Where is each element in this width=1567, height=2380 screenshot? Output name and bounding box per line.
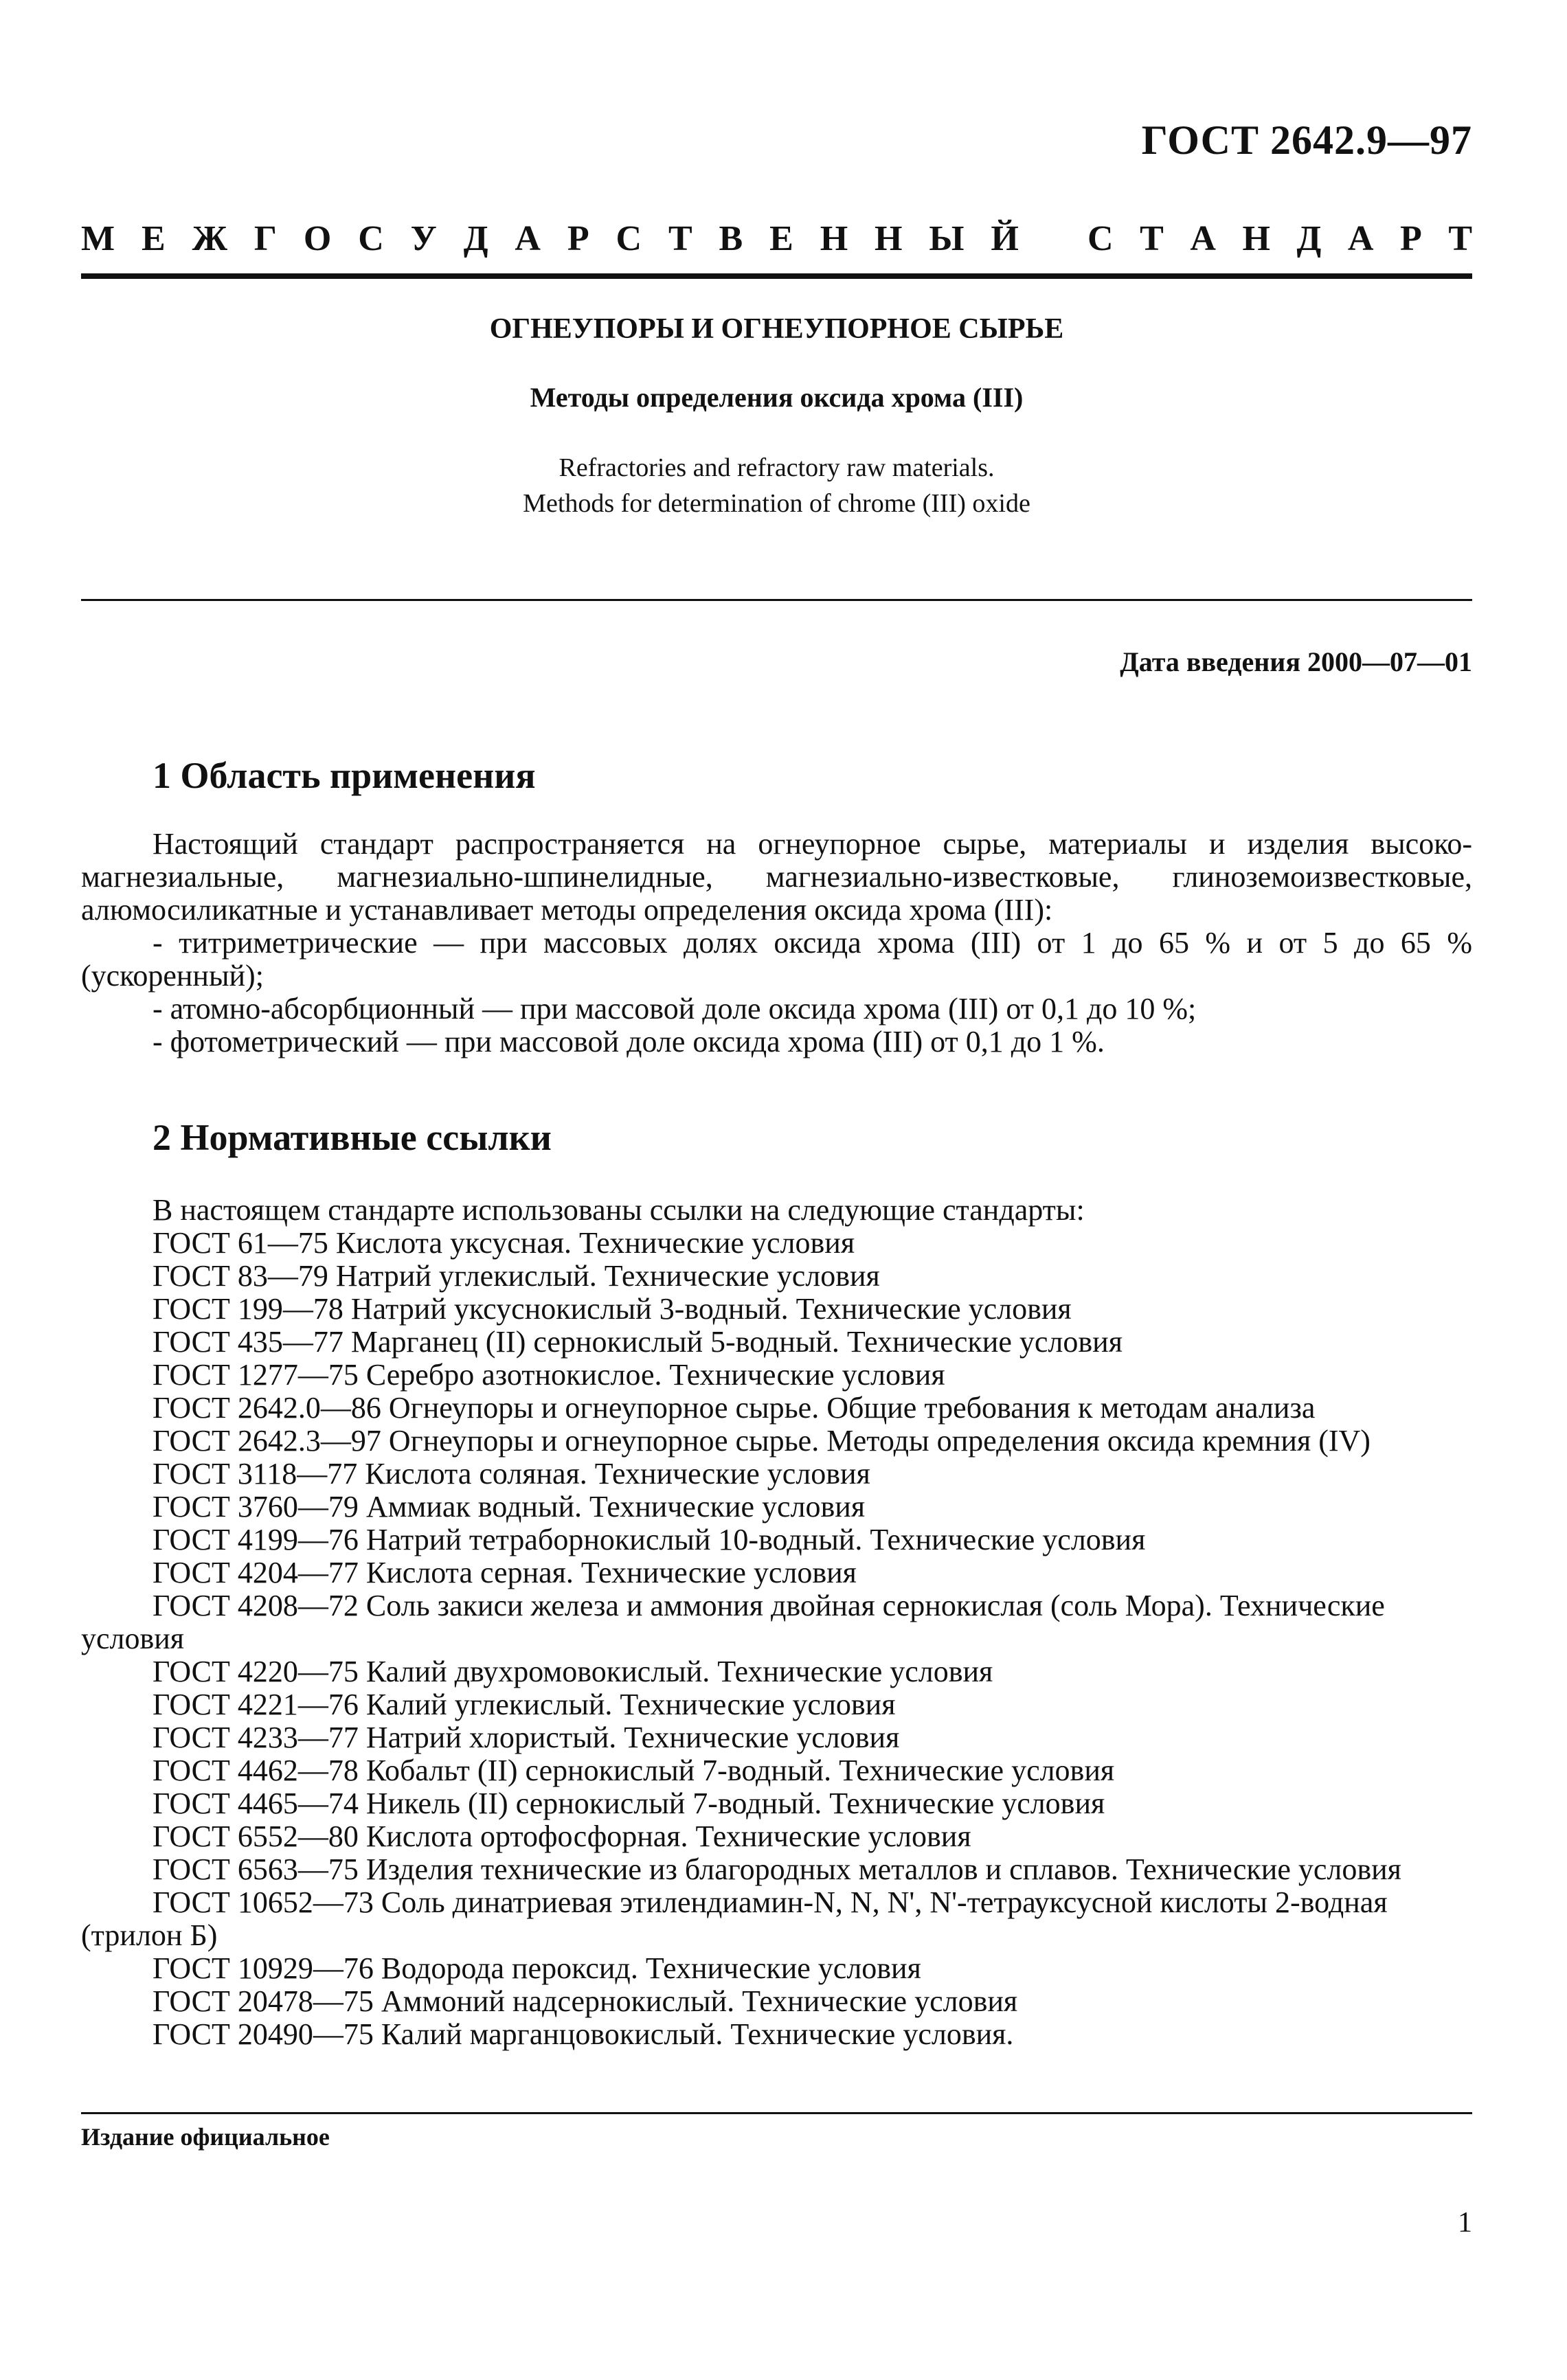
reference-item: ГОСТ 4462—78 Кобальт (II) сернокислый 7-водный. Технические условия — [153, 1754, 1115, 1787]
header-divider — [81, 273, 1472, 279]
interstate-word — [81, 218, 1019, 259]
letter: Д — [463, 219, 488, 258]
reference-item: ГОСТ 4208—72 Соль закиси железа и аммония двойная сернокислая (соль Мора). Технические условия — [81, 1589, 1385, 1655]
letter: Н — [875, 219, 903, 258]
letter: Д — [1296, 219, 1322, 258]
reference-item: ГОСТ 4465—74 Никель (II) сернокислый 7-водный. Технические условия — [153, 1787, 1105, 1820]
edition-label: Издание официальное — [81, 2123, 330, 2151]
letter: Й — [991, 219, 1019, 258]
letter: Ы — [929, 219, 965, 258]
document-subtitle: Методы определения оксида хрома (III) — [530, 382, 1024, 413]
reference-item: ГОСТ 2642.0—86 Огнеупоры и огнеупорное сырье. Общие требования к методам анализа — [153, 1391, 1316, 1425]
english-title-line: Methods for determination of chrome (III) oxide — [523, 489, 1030, 518]
standard-word — [1087, 218, 1472, 259]
reference-item: ГОСТ 20490—75 Калий марганцовокислый. Технические условия. — [153, 2017, 1014, 2051]
english-title — [81, 450, 1472, 521]
english-title-line: Refractories and refractory raw materials. — [559, 453, 995, 482]
letter: Е — [769, 219, 793, 258]
letter: Г — [253, 219, 277, 258]
scope-item: - титриметрические — при массовых долях оксида хрома (III) от 1 до 65 % и от 5 до 65 % (ускоренный); — [81, 926, 1472, 993]
letter: Ж — [192, 219, 227, 258]
introduction-date: Дата введения 2000—07—01 — [1120, 646, 1472, 677]
letter: С — [616, 219, 642, 258]
reference-item: ГОСТ 6552—80 Кислота ортофосфорная. Технические условия — [153, 1820, 971, 1853]
letter: Н — [1242, 219, 1270, 258]
interstate-standard-heading — [81, 218, 1472, 259]
letter: О — [303, 219, 332, 258]
reference-item: ГОСТ 3118—77 Кислота соляная. Технические условия — [153, 1457, 870, 1491]
reference-item: ГОСТ 435—77 Марганец (II) сернокислый 5-водный. Технические условия — [153, 1325, 1123, 1359]
reference-item: ГОСТ 2642.3—97 Огнеупоры и огнеупорное сырье. Методы определения оксида кремния (IV) — [153, 1424, 1371, 1458]
letter: С — [1087, 219, 1114, 258]
reference-item: ГОСТ 4221—76 Калий углекислый. Технические условия — [153, 1688, 896, 1721]
footer-divider — [81, 2112, 1472, 2114]
letter: У — [410, 219, 437, 258]
letter: В — [719, 219, 743, 258]
reference-item: ГОСТ 1277—75 Серебро азотнокислое. Технические условия — [153, 1358, 945, 1392]
scope-item: - атомно-абсорбционный — при массовой доле оксида хрома (III) от 0,1 до 10 %; — [153, 992, 1197, 1025]
scope-item: - фотометрический — при массовой доле оксида хрома (III) от 0,1 до 1 %. — [153, 1025, 1105, 1058]
reference-item: ГОСТ 4233—77 Натрий хлористый. Технические условия — [153, 1721, 900, 1754]
title-divider — [81, 599, 1472, 601]
section-scope-body — [81, 828, 1472, 1058]
letter: Т — [668, 219, 692, 258]
reference-item: ГОСТ 10929—76 Водорода пероксид. Технические условия — [153, 1951, 921, 1985]
letter: М — [81, 219, 115, 258]
reference-item: ГОСТ 4204—77 Кислота серная. Технические условия — [153, 1556, 857, 1589]
section-heading-scope: 1 Область применения — [153, 755, 536, 796]
reference-item: ГОСТ 10652—73 Соль динатриевая этилендиамин-N, N, N', N'-тетрауксусной кислоты 2-водная (трилон Б) — [81, 1885, 1388, 1952]
letter: Т — [1448, 219, 1472, 258]
reference-item: ГОСТ 3760—79 Аммиак водный. Технические условия — [153, 1490, 866, 1523]
letter: Р — [1399, 219, 1422, 258]
reference-item: ГОСТ 6563—75 Изделия технические из благородных металлов и сплавов. Технические условия — [153, 1852, 1401, 1886]
letter: Н — [820, 219, 848, 258]
references-intro: В настоящем стандарте использованы ссылки на следующие стандарты: — [153, 1193, 1085, 1227]
letter: Р — [567, 219, 589, 258]
gost-number: ГОСТ 2642.9—97 — [1141, 117, 1472, 163]
letter: А — [515, 219, 541, 258]
letter: Т — [1140, 219, 1164, 258]
letter: А — [1347, 219, 1374, 258]
section-references-body — [81, 1194, 1472, 2051]
document-title: ОГНЕУПОРЫ И ОГНЕУПОРНОЕ СЫРЬЕ — [489, 313, 1064, 345]
letter: А — [1190, 219, 1216, 258]
page-number: 1 — [1458, 2207, 1472, 2239]
reference-item: ГОСТ 199—78 Натрий уксуснокислый 3-водный. Технические условия — [153, 1292, 1072, 1326]
letter: С — [358, 219, 384, 258]
reference-item: ГОСТ 20478—75 Аммоний надсернокислый. Технические условия — [153, 1984, 1018, 2018]
reference-item: ГОСТ 4220—75 Калий двухромовокислый. Технические условия — [153, 1655, 993, 1688]
section-heading-references: 2 Нормативные ссылки — [153, 1117, 552, 1158]
reference-item: ГОСТ 4199—76 Натрий тетраборнокислый 10-водный. Технические условия — [153, 1523, 1146, 1556]
scope-paragraph: Настоящий стандарт распространяется на огнеупорное сырье, материалы и изделия высоко-магнезиальные, магнезиально-шпинелидные, магнезиально-известковые, глиноземоизвестковые, алюмосиликатные и устанавливает методы определения оксида хрома (III): — [81, 827, 1472, 927]
reference-item: ГОСТ 61—75 Кислота уксусная. Технические условия — [153, 1226, 855, 1260]
reference-item: ГОСТ 83—79 Натрий углекислый. Технические условия — [153, 1259, 880, 1293]
letter: Е — [141, 219, 166, 258]
